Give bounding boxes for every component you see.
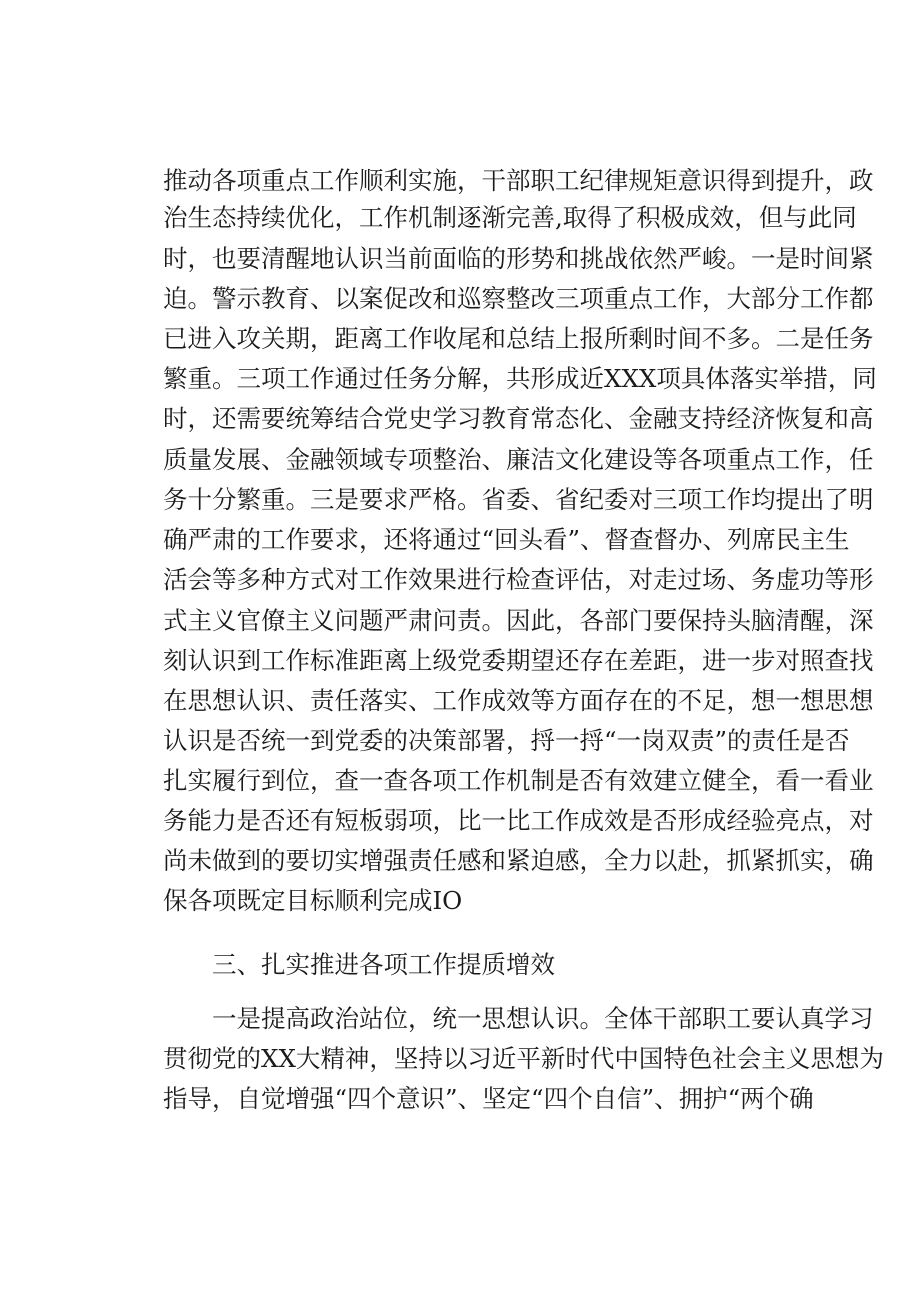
paragraph-line: 繁重。三项工作通过任务分解，共形成近XXX项具体落实举措，同 — [163, 364, 877, 393]
paragraph-line: 认识是否统一到党委的决策部署，捋一捋“一岗双责”的责任是否 — [163, 726, 850, 755]
paragraph-line: 务十分繁重。三是要求严格。省委、省纪委对三项工作均提出了明 — [163, 485, 874, 514]
paragraph-line: 已进入攻关期，距离工作收尾和总结上报所剩时间不多。二是任务 — [163, 324, 874, 353]
paragraph-line: 时，还需要统筹结合党史学习教育常态化、金融支持经济恢复和高 — [163, 404, 874, 433]
paragraph-line: 一是提高政治站位，统一思想认识。全体干部职工要认真学习 — [212, 1004, 874, 1033]
paragraph-line: 治生态持续优化，工作机制逐渐完善,取得了积极成效，但与此同 — [163, 203, 857, 232]
paragraph-line: 贯彻党的XX大精神，坚持以习近平新时代中国特色社会主义思想为 — [163, 1044, 884, 1073]
paragraph-line: 尚未做到的要切实增强责任感和紧迫感，全力以赴，抓紧抓实，确 — [163, 846, 874, 875]
paragraph-line: 活会等多种方式对工作效果进行检查评估，对走过场、务虚功等形 — [163, 565, 874, 594]
paragraph-line: 务能力是否还有短板弱项，比一比工作成效是否形成经验亮点，对 — [163, 806, 874, 835]
paragraph-line: 时，也要清醒地认识当前面临的形势和挑战依然严峻。一是时间紧 — [163, 244, 874, 273]
paragraph-line: 指导，自觉增强“四个意识”、坚定“四个自信”、拥护“两个确 — [163, 1084, 814, 1113]
paragraph-line: 推动各项重点工作顺利实施，干部职工纪律规矩意识得到提升，政 — [163, 166, 874, 195]
paragraph-line: 在思想认识、责任落实、工作成效等方面存在的不足，想一想思想 — [163, 686, 874, 715]
paragraph-line: 质量发展、金融领域专项整治、廉洁文化建设等各项重点工作，任 — [163, 445, 874, 474]
paragraph-line: 确严肃的工作要求，还将通过“回头看”、督查督办、列席民主生 — [163, 525, 850, 554]
paragraph-line: 式主义官僚主义问题严肃问责。因此，各部门要保持头脑清醒，深 — [163, 606, 874, 635]
paragraph-line: 刻认识到工作标准距离上级党委期望还存在差距，进一步对照查找 — [163, 646, 874, 675]
paragraph-line: 保各项既定目标顺利完成IO — [163, 886, 463, 915]
paragraph-line: 扎实履行到位，查一查各项工作机制是否有效建立健全，看一看业 — [163, 766, 874, 795]
paragraph-line: 迫。警示教育、以案促改和巡察整改三项重点工作，大部分工作都 — [163, 284, 874, 313]
section-heading: 三、扎实推进各项工作提质增效 — [212, 950, 555, 979]
